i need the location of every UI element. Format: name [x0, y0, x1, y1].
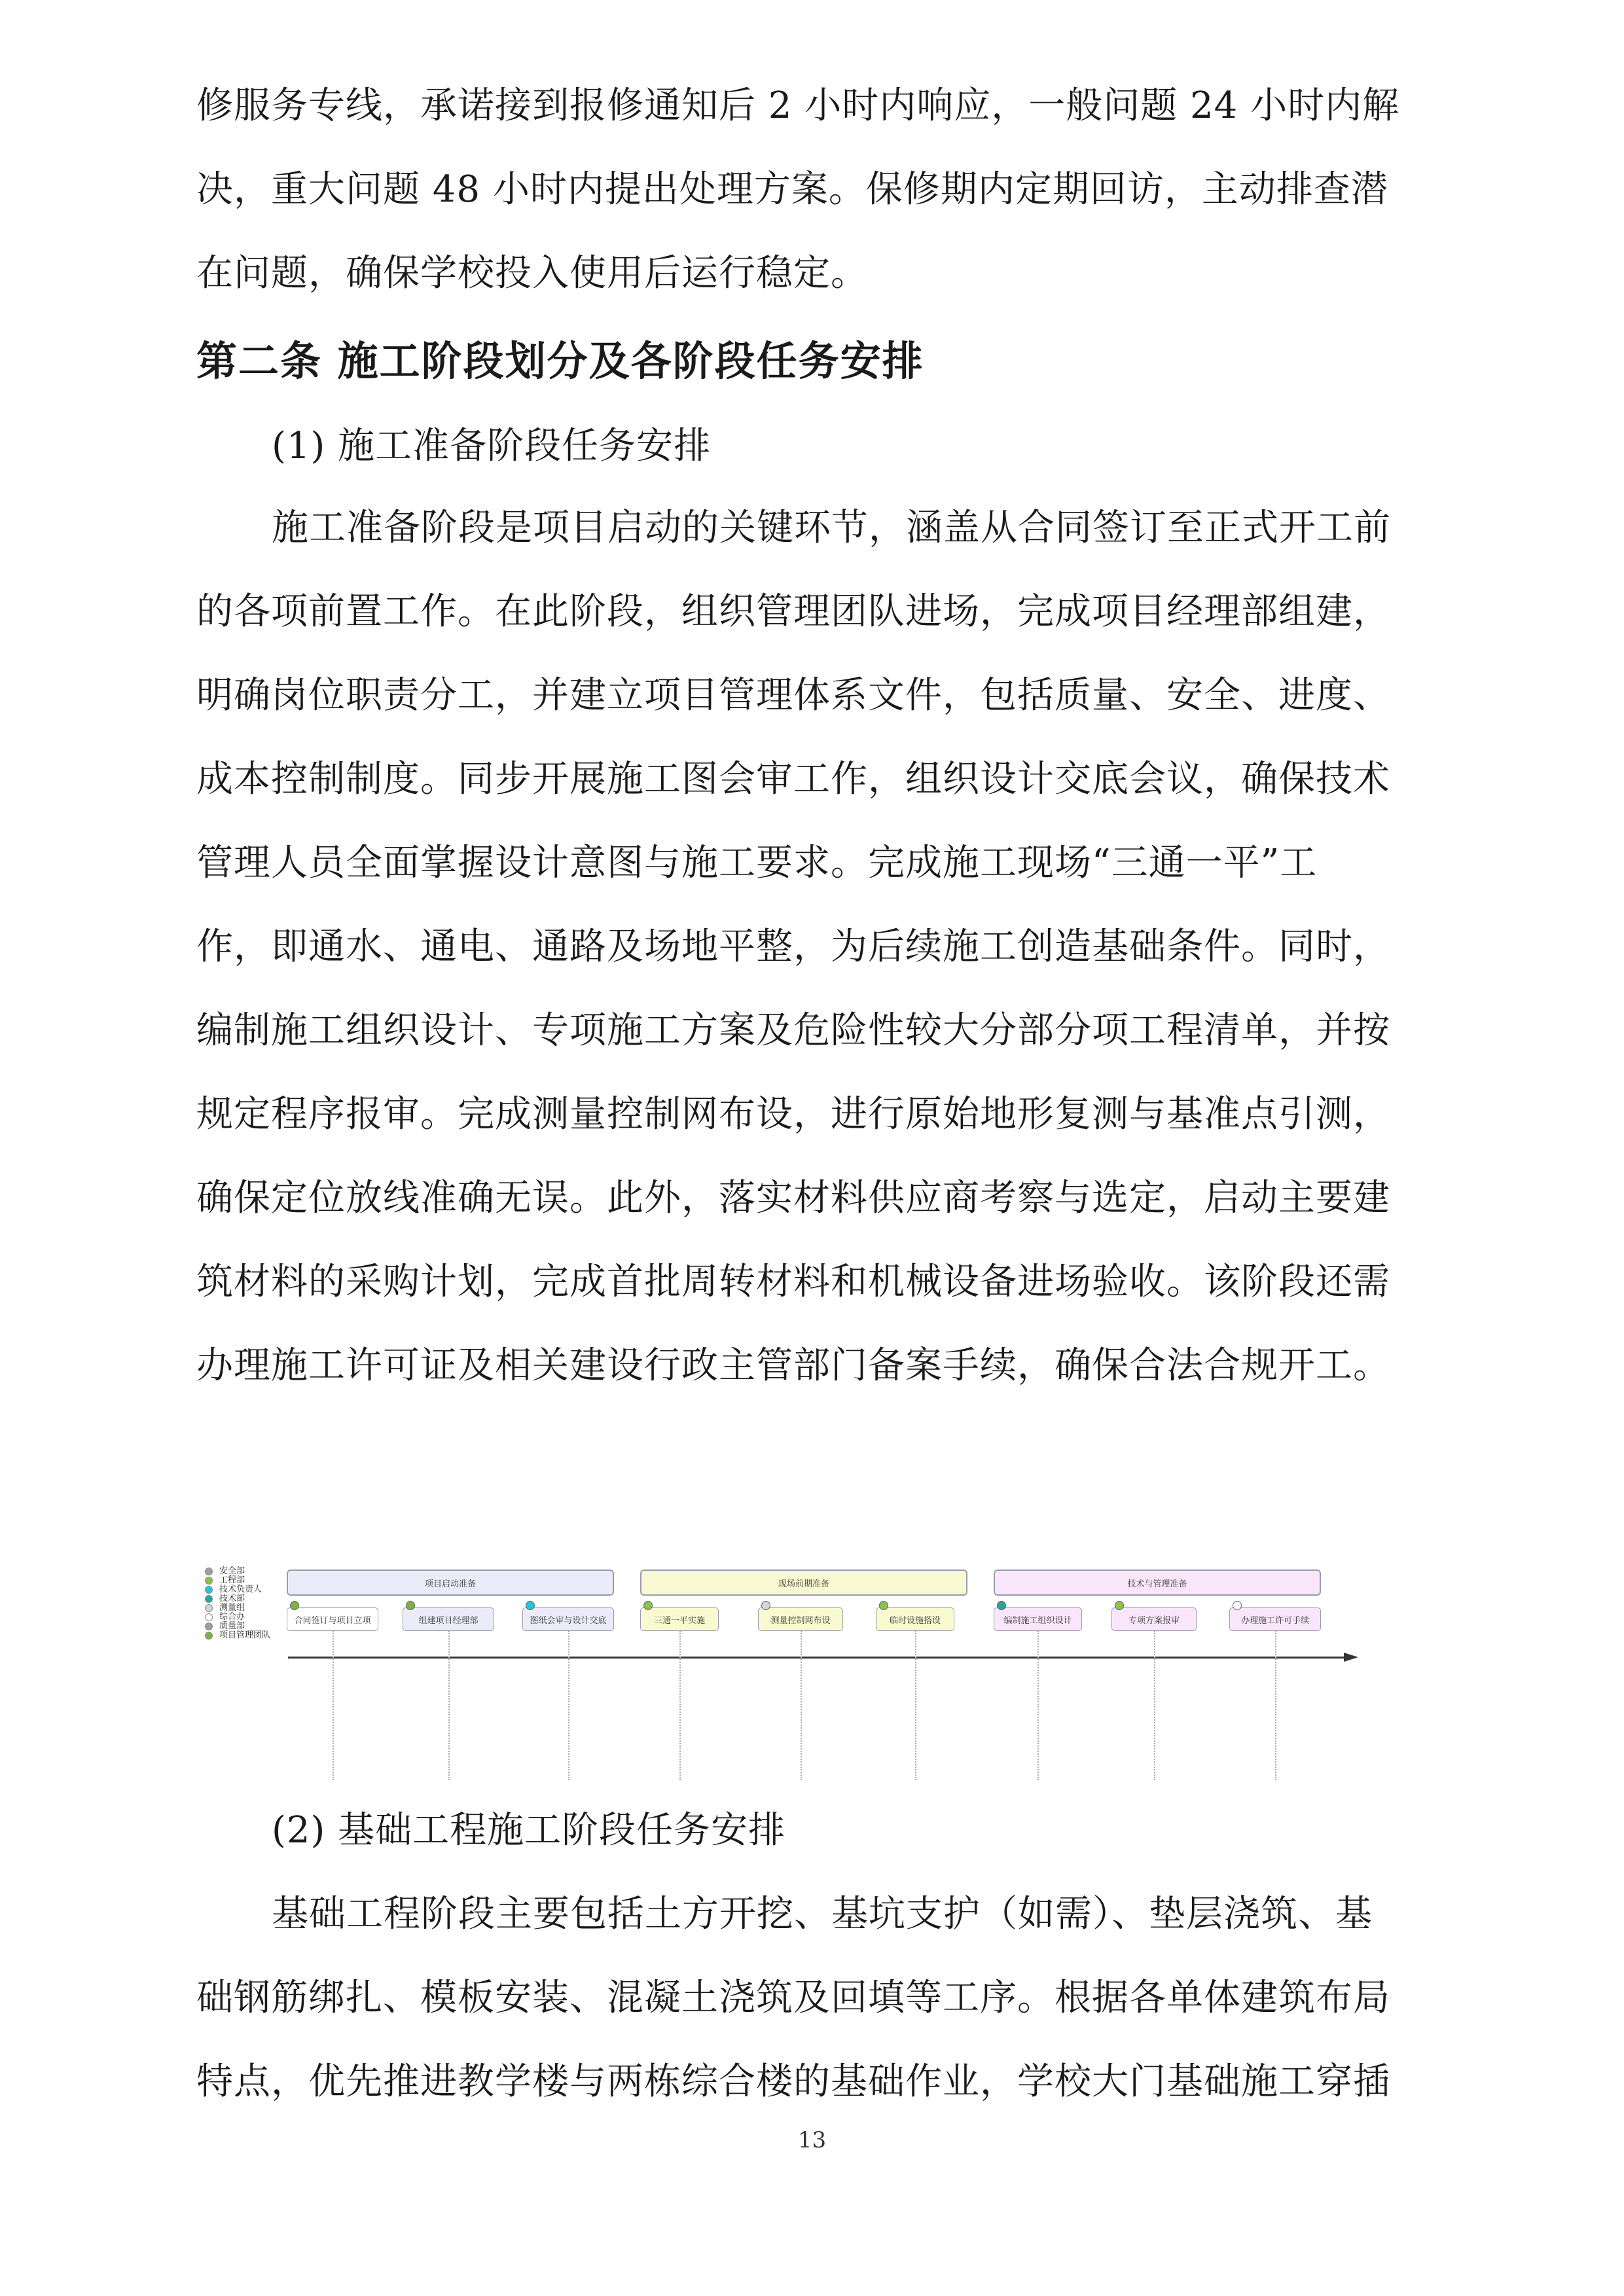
text-line: 在问题，确保学校投入使用后运行稳定。 — [196, 252, 868, 295]
task-box: 合同签订与项目立项 — [287, 1607, 378, 1631]
task-guideline — [679, 1631, 681, 1780]
text-line: 管理人员全面掌握设计意图与施工要求。完成施工现场“三通一平”工 — [196, 842, 1318, 884]
text-line: 办理施工许可证及相关建设行政主管部门备案手续，确保合法合规开工。 — [196, 1344, 1390, 1387]
legend-dot-icon — [205, 1586, 213, 1594]
text-line: 规定程序报审。完成测量控制网布设，进行原始地形复测与基准点引测， — [196, 1093, 1390, 1136]
task-box: 办理施工许可手续 — [1229, 1607, 1321, 1631]
legend-item — [205, 1576, 270, 1585]
task-guideline — [448, 1631, 450, 1780]
legend-label: 综合办 — [219, 1612, 245, 1622]
text-line: 作，即通水、通电、通路及场地平整，为后续施工创造基础条件。同时， — [196, 925, 1390, 968]
task-dot-icon — [761, 1601, 770, 1610]
task-box: 图纸会审与设计交底 — [522, 1607, 614, 1631]
legend-label: 项目管理团队 — [219, 1630, 271, 1640]
task-box: 专项方案报审 — [1111, 1607, 1197, 1631]
legend-dot-icon — [205, 1623, 213, 1630]
task-box: 测量控制网布设 — [758, 1607, 843, 1631]
task-guideline — [1038, 1631, 1039, 1780]
timeline-legend — [205, 1567, 270, 1640]
text-line: 明确岗位职责分工，并建立项目管理体系文件，包括质量、安全、进度、 — [196, 674, 1390, 717]
legend-item — [205, 1567, 270, 1576]
timeline-axis — [288, 1657, 1345, 1659]
subsection-heading: (1) 施工准备阶段任务安排 — [272, 425, 712, 467]
task-guideline — [1275, 1631, 1276, 1780]
legend-label: 技术部 — [219, 1594, 245, 1604]
task-dot-icon — [1233, 1601, 1242, 1610]
axis-arrow-icon — [1344, 1653, 1358, 1662]
phase-box: 技术与管理准备 — [994, 1570, 1321, 1596]
task-box: 组建项目经理部 — [403, 1607, 494, 1631]
section-heading: 第二条 施工阶段划分及各阶段任务安排 — [196, 337, 924, 385]
legend-item — [205, 1604, 270, 1613]
legend-dot-icon — [205, 1604, 213, 1612]
legend-item — [205, 1594, 270, 1604]
task-box: 三通一平实施 — [640, 1607, 719, 1631]
task-dot-icon — [406, 1601, 415, 1610]
task-guideline — [801, 1631, 802, 1780]
text-line: 决，重大问题 48 小时内提出处理方案。保修期内定期回访，主动排查潜 — [196, 168, 1388, 211]
legend-label: 安全部 — [219, 1566, 245, 1576]
legend-dot-icon — [205, 1632, 213, 1640]
text-line: 特点，优先推进教学楼与两栋综合楼的基础作业，学校大门基础施工穿插 — [196, 2060, 1390, 2103]
legend-item — [205, 1585, 270, 1594]
timeline-diagram — [196, 1558, 1427, 1787]
text-line: 的各项前置工作。在此阶段，组织管理团队进场，完成项目经理部组建， — [196, 590, 1390, 633]
legend-label: 质量部 — [219, 1621, 245, 1631]
phase-box: 项目启动准备 — [287, 1570, 614, 1596]
text-line: 修服务专线，承诺接到报修通知后 2 小时内响应，一般问题 24 小时内解 — [196, 84, 1400, 127]
task-guideline — [333, 1631, 334, 1780]
task-dot-icon — [643, 1601, 653, 1610]
legend-item — [205, 1631, 270, 1640]
text-line: 成本控制制度。同步开展施工图会审工作，组织设计交底会议，确保技术 — [196, 758, 1390, 800]
legend-dot-icon — [205, 1568, 213, 1575]
legend-label: 技术负责人 — [219, 1585, 262, 1594]
subsection-heading: (2) 基础工程施工阶段任务安排 — [272, 1809, 786, 1852]
task-guideline — [915, 1631, 916, 1780]
task-box: 临时设施搭设 — [876, 1607, 954, 1631]
text-line: 础钢筋绑扎、模板安装、混凝土浇筑及回填等工序。根据各单体建筑布局 — [196, 1977, 1390, 2019]
phase-box: 现场前期准备 — [640, 1570, 967, 1596]
legend-item — [205, 1622, 270, 1631]
legend-dot-icon — [205, 1595, 213, 1603]
page-number: 13 — [797, 2127, 827, 2153]
task-dot-icon — [526, 1601, 535, 1610]
text-line: 施工准备阶段是项目启动的关键环节，涵盖从合同签订至正式开工前 — [272, 507, 1391, 549]
task-box: 编制施工组织设计 — [994, 1607, 1082, 1631]
text-line: 确保定位放线准确无误。此外，落实材料供应商考察与选定，启动主要建 — [196, 1177, 1390, 1219]
task-dot-icon — [1115, 1601, 1124, 1610]
task-dot-icon — [290, 1601, 299, 1610]
text-line: 基础工程阶段主要包括土方开挖、基坑支护（如需）、垫层浇筑、基 — [272, 1893, 1373, 1935]
text-line: 筑材料的采购计划，完成首批周转材料和机械设备进场验收。该阶段还需 — [196, 1261, 1390, 1303]
legend-dot-icon — [205, 1577, 213, 1585]
legend-dot-icon — [205, 1613, 213, 1621]
task-dot-icon — [997, 1601, 1006, 1610]
task-dot-icon — [879, 1601, 888, 1610]
text-line: 编制施工组织设计、专项施工方案及危险性较大分部分项工程清单，并按 — [196, 1009, 1390, 1052]
task-guideline — [1154, 1631, 1155, 1780]
legend-label: 测量组 — [219, 1603, 245, 1613]
task-guideline — [568, 1631, 569, 1780]
legend-item — [205, 1613, 270, 1622]
legend-label: 工程部 — [219, 1575, 245, 1585]
